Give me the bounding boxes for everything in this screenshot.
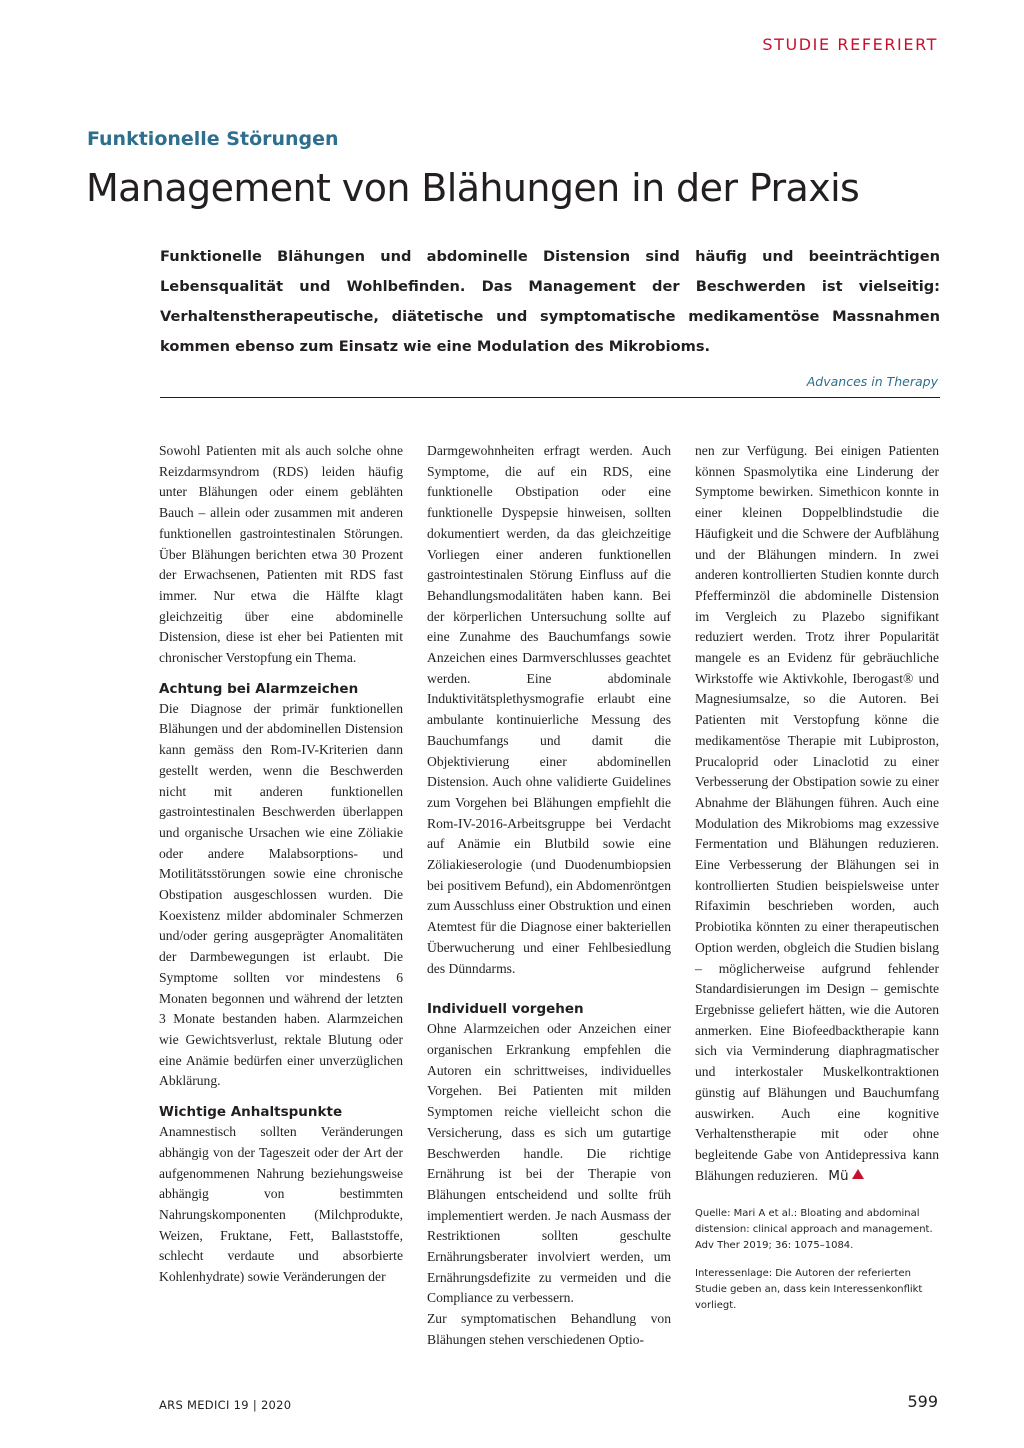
body-paragraph	[695, 441, 939, 1186]
body-paragraph: Sowohl Patienten mit als auch solche ohne Reizdarmsyndrom (RDS) leiden häufig unter Blähungen oder einem geblähten Bauch – allein oder zusammen mit anderen funktionellen gastrointestinalen Störungen. Über Blähungen berichten etwa 30 Prozent der Erwachsenen, Patienten mit RDS fast immer. Nur etwa die Hälfte klagt gleichzeitig über eine abdominelle Distension, diese ist eher bei Patienten mit chronischer Verstopfung ein Thema.	[159, 443, 403, 666]
conflict-note: Interessenlage: Die Autoren der referierten Studie geben an, dass kein Interessenkonflikt vorliegt.	[695, 1268, 923, 1312]
source-journal: Advances in Therapy	[806, 374, 938, 389]
body-paragraph: Zur symptomatischen Behandlung von Blähungen stehen verschiedenen Optio-	[427, 1311, 671, 1347]
body-paragraph: Darmgewohnheiten erfragt werden. Auch Symptome, die auf ein RDS, eine funktionelle Obstipation oder eine funktionelle Dyspepsie hinweisen, sollten dokumentiert werden, da das gleichzeitige Vorliegen einer anderen funktionellen gastrointestinalen Störung Einfluss auf die Behandlungsmodalitäten haben kann. Bei der körperlichen Untersuchung sollte auf eine Zunahme des Bauchumfangs sowie Anzeichen eines Darmverschlusses geachtet werden. Eine abdominale Induktivitätsplethysmografie erlaubt eine ambulante kontinuierliche Messung des Bauchumfangs und damit die Objektivierung einer abdominellen Distension. Auch ohne validierte Guidelines zum Vorgehen bei Blähungen empfiehlt die Rom-IV-2016-Arbeitsgruppe bei Verdacht auf Anämie ein Blutbild sowie eine Zöliakieserologie (und Duodenumbiopsien bei positivem Befund), ein Abdomenröntgen zum Ausschluss einer Obstruktion und einen Atemtest für die Diagnose einer bakteriellen Überwucherung und einer Fehlbesiedlung des Dünndarms.	[427, 443, 671, 976]
lead-paragraph: Funktionelle Blähungen und abdominelle Distension sind häufig und beeinträchtigen Lebensqualität und Wohlbefinden. Das Management der Beschwerden ist vielseitig: Verhaltenstherapeutische, diätetische und symptomatische medikamentöse Massnahmen kommen ebenso zum Einsatz wie eine Modulation des Mikrobioms.	[160, 248, 940, 355]
article-kicker: Funktionelle Störungen	[87, 128, 339, 150]
author-sign-off	[828, 1168, 863, 1183]
body-text: nen zur Verfügung. Bei einigen Patienten können Spasmolytika eine Linderung der Symptome bewirken. Simethicon konnte in einer kleinen Doppelblindstudie die Häufigkeit und die Schwere der Aufblähung und der Blähungen mindern. In zwei anderen kontrollierten Studien konnte durch Pfefferminzöl die abdominelle Distension im Vergleich zu Plazebo signifikant reduziert werden. Trotz ihrer Popularität mangele es an Evidenz für gebräuchliche Wirkstoffe wie Aktivkohle, Iberogast® und Magnesiumsalze, so die Autoren. Bei Patienten mit Verstopfung könne die medikamentöse Therapie mit Lubiproston, Prucaloprid oder Linaclotid zu einer Verbesserung der Obstipation sowie zu einer Abnahme der Blähungen führen. Auch eine Modulation des Mikrobioms mag exzessive Fermentation und Blähungen reduzieren. Eine Verbesserung der Blähungen sei in kontrollierten Studien beispielsweise unter Rifaximin beschrieben worden, auch Probiotika könnten zu einer therapeutischen Option werden, obgleich die Studien bislang – möglicherweise aufgrund fehlender Standardisierungen im Design – gemischte Ergebnisse geliefert hätten, wie die Autoren anmerken. Eine Biofeedbacktherapie kann sich via Verminderung diaphragmatischer und interkostaler Muskelkontraktionen günstig auf Blähungen und Bauchumfang auswirken. Auch eine kognitive Verhaltenstherapie mit oder ohne begleitende Gabe von Antidepressiva kann Blähungen reduzieren.	[695, 443, 939, 1183]
body-paragraph: Anamnestisch sollten Veränderungen abhängig von der Tageszeit oder der Art der aufgenommenen Nahrung beziehungsweise abhängig von bestimmten Nahrungskomponenten (Milchprodukte, Weizen, Fruktane, Fett, Ballaststoffe, schlecht verdaute und absorbierte Kohlenhydrate) sowie Veränderungen der	[159, 1124, 403, 1285]
divider	[160, 397, 940, 398]
article-title: Management von Blähungen in der Praxis	[86, 166, 860, 210]
body-paragraph: Ohne Alarmzeichen oder Anzeichen einer organischen Erkrankung empfehlen die Autoren ein schrittweises, individuelles Vorgehen. Bei Patienten mit milden Symptomen reiche vielleicht schon die Versicherung, dass es sich um gutartige Beschwerden handle. Die richtige Ernährung ist bei der Therapie von Blähungen entscheidend und sollte früh implementiert werden. Je nach Ausmass der Restriktionen sollten geschulte Ernährungsberater involviert werden, um Ernährungsdefizite zu vermeiden und die Compliance zu verbessern.	[427, 1021, 671, 1306]
article-column-3	[695, 441, 939, 1314]
article-column-2	[427, 441, 671, 1351]
article-column-1	[159, 441, 403, 1288]
subheading: Individuell vorgehen	[427, 1001, 584, 1018]
footer-journal: ARS MEDICI 19 | 2020	[159, 1398, 292, 1412]
subheading: Wichtige Anhaltspunkte	[159, 1104, 343, 1121]
author-initials: Mü	[828, 1167, 849, 1184]
section-label: STUDIE REFERIERT	[762, 35, 938, 54]
page-number: 599	[907, 1392, 938, 1411]
source-note: Quelle: Mari A et al.: Bloating and abdominal distension: clinical approach and management. Adv Ther 2019; 36: 1075–1084.	[695, 1208, 933, 1252]
end-triangle-icon	[852, 1169, 864, 1179]
body-paragraph: Die Diagnose der primär funktionellen Blähungen und der abdominellen Distension kann gemäss den Rom-IV-Kriterien dann gestellt werden, wenn die Beschwerden nicht mit anderen funktionellen gastrointestinalen Beschwerden überlappen und organische Ursachen wie eine Zöliakie oder andere Malabsorptions- und Motilitätsstörungen sowie eine chronische Obstipation ausgeschlossen wurden. Die Koexistenz milder abdominaler Schmerzen und/oder gering ausgeprägter Anomalitäten der Darmbewegungen ist erlaubt. Die Symptome sollten vor mindestens 6 Monaten begonnen und während der letzten 3 Monate bestanden haben. Alarmzeichen wie Gewichtsverlust, rektale Blutung oder eine Anämie bedürfen einer unverzüglichen Abklärung.	[159, 700, 403, 1089]
subheading: Achtung bei Alarmzeichen	[159, 680, 359, 697]
